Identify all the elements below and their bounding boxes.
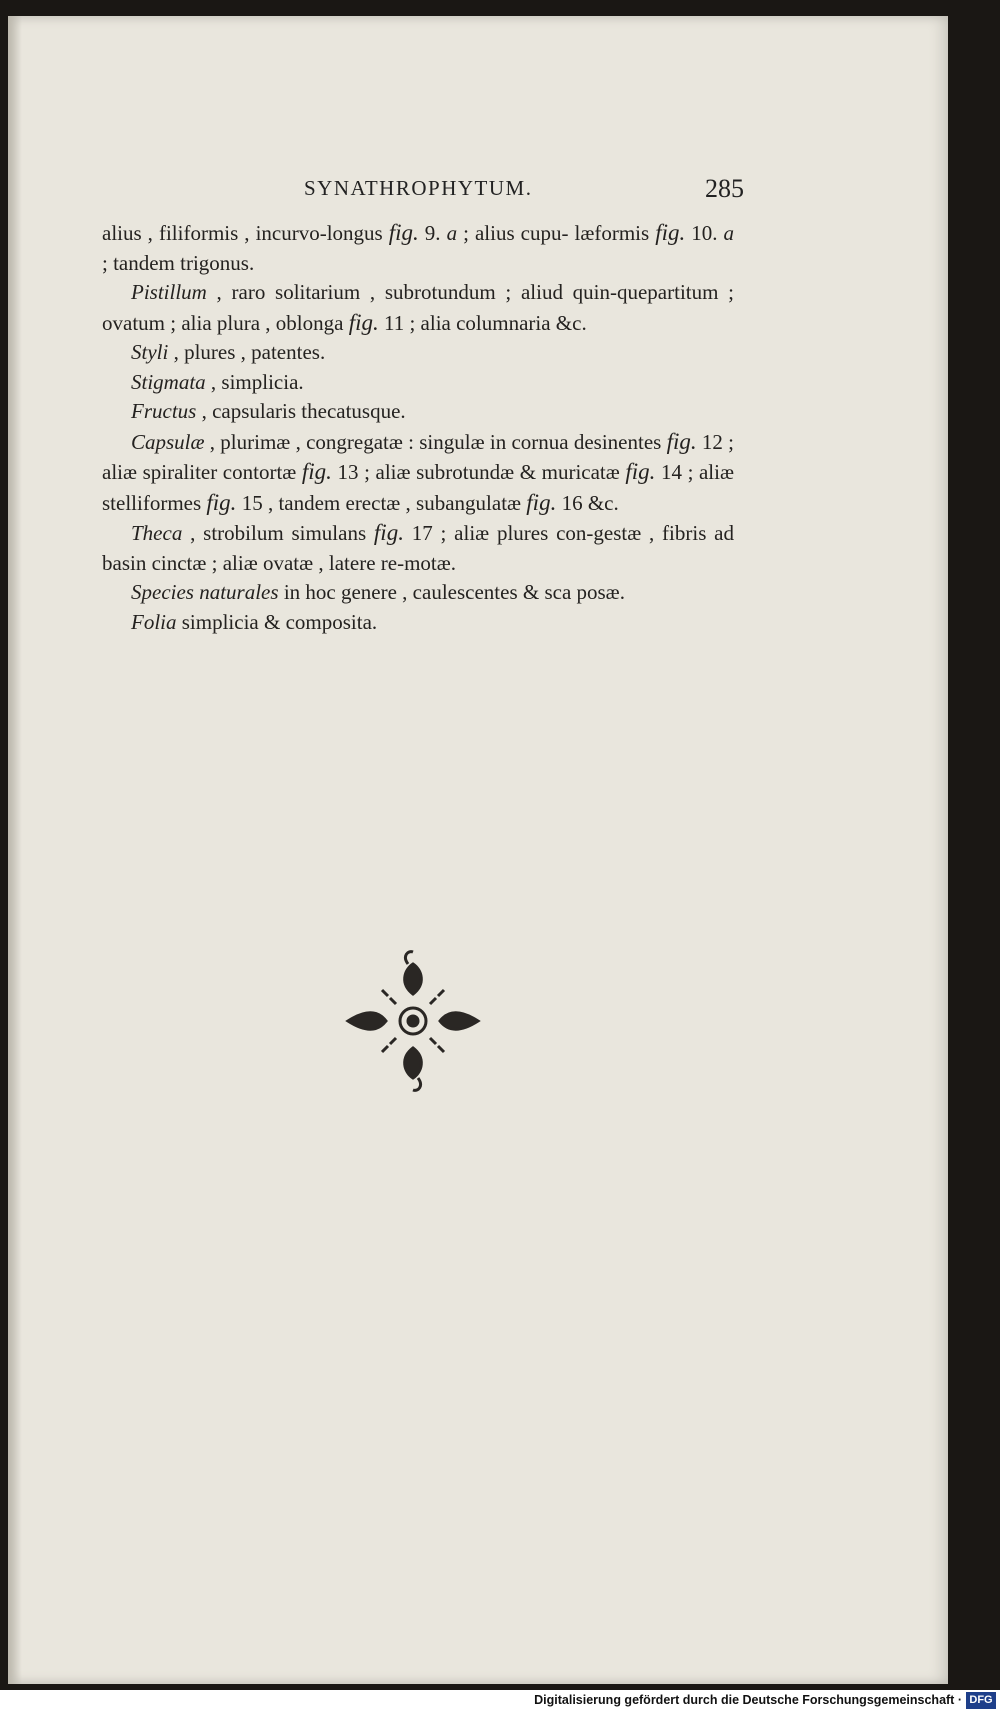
paragraph-folia: Folia simplicia & composita. bbox=[131, 609, 378, 634]
paragraph-stamen-continuation: alius , filiformis , incurvo-longus fig. 9. a ; alius cupu- læformis fig. 10. a ; tandem trigonus. bbox=[102, 220, 735, 275]
page-gutter-shadow bbox=[8, 16, 22, 1684]
paragraph-capsulae: Capsulæ , plurimæ , congregatæ : singulæ in cornua desinentes fig. 12 ; aliæ spiraliter contortæ fig. 13 ; aliæ subrotundæ & muricatæ fig. 14 ; aliæ stelliformes fig. 15 , tandem erectæ , subangulatæ fig. 16 &c. bbox=[102, 428, 734, 515]
page-number: 285 bbox=[705, 174, 744, 203]
paragraph-fructus: Fructus , capsularis thecatusque. bbox=[131, 399, 406, 423]
body-text bbox=[102, 218, 734, 637]
paragraph-species: Species naturales in hoc genere , caulescentes & sca posæ. bbox=[131, 580, 625, 604]
book-page bbox=[8, 16, 948, 1684]
running-head bbox=[304, 176, 744, 210]
paragraph-pistillum: Pistillum , raro solitarium , subrotundum ; aliud quin-quepartitum ; ovatum ; alia plura , oblonga fig. 11 ; alia columnaria &c. bbox=[102, 280, 734, 335]
funding-credit: Digitalisierung gefördert durch die Deutsche Forschungsgemeinschaft · bbox=[534, 1693, 962, 1707]
dfg-logo: DFG bbox=[966, 1692, 996, 1709]
digitization-footer bbox=[0, 1690, 1000, 1713]
paragraph-styli: Styli , plures , patentes. bbox=[131, 340, 326, 364]
paragraph-theca: Theca , strobilum simulans fig. 17 ; aliæ plures con-gestæ , fibris ad basin cinctæ ; aliæ ovatæ , latere re-motæ. bbox=[102, 520, 734, 575]
floral-cross-ornament-icon bbox=[338, 946, 488, 1096]
running-head-title: SYNATHROPHYTUM. bbox=[304, 176, 533, 200]
paragraph-stigmata: Stigmata , simplicia. bbox=[131, 369, 304, 394]
